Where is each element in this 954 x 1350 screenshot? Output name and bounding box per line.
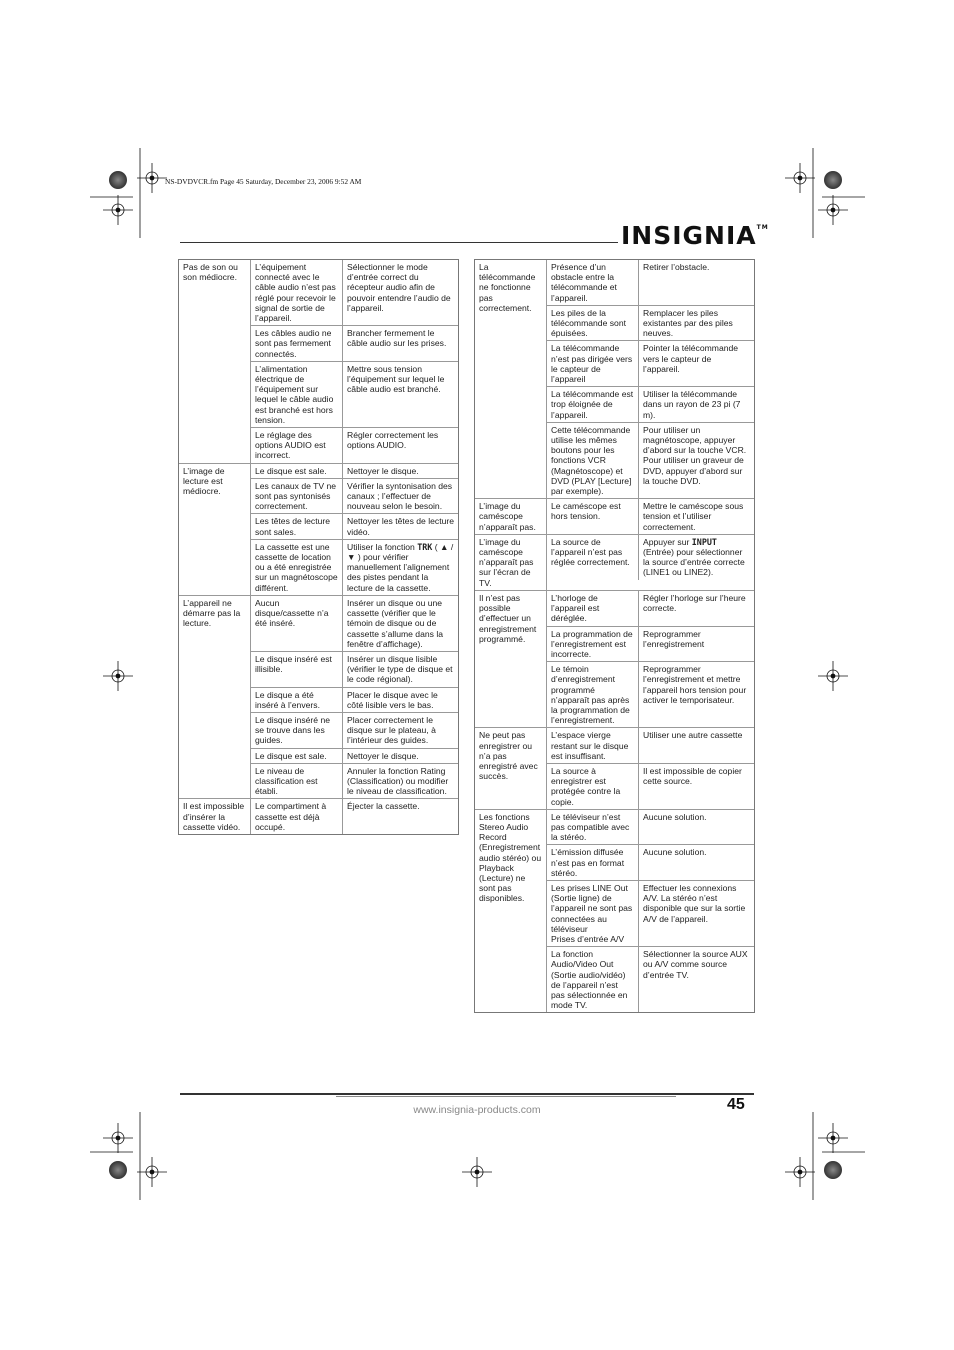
problem-cell: Ne peut pas enregistrer ou n’a pas enregistré avec succès. <box>479 730 538 782</box>
table-row <box>251 687 458 712</box>
problem-cell: L’image de lecture est médiocre. <box>183 465 225 497</box>
solution-text: Appuyer sur <box>643 536 692 547</box>
print-info: NS-DVDVCR.fm Page 45 Saturday, December 23, 2006 9:52 AM <box>165 177 362 186</box>
cause-cell: La télécommande est trop éloignée de l’appareil. <box>551 389 634 420</box>
header-rule <box>180 242 618 243</box>
solution-cell: Vérifier la syntonisation des canaux ; l’effectuer de nouveau selon le besoin. <box>342 479 458 514</box>
problem-cell: L’image du caméscope n’apparaît pas. <box>479 501 536 532</box>
cause-cell: Aucun disque/cassette n’a été inséré. <box>255 597 329 629</box>
table-row <box>547 661 754 727</box>
solution-cell: Pour utiliser un magnétoscope, appuyer d’abord sur la touche VCR. Pour utiliser un graveur de DVD, appuyer d’abord sur la touche DVD. <box>638 423 754 498</box>
cause-cell: La cassette est une cassette de location ou a été enregistrée sur un magnétoscope différent. <box>255 541 338 593</box>
table-row <box>251 325 458 361</box>
problem-cell: Il n’est pas possible d’effectuer un enregistrement programmé. <box>479 592 537 644</box>
solution-cell: Nettoyer les têtes de lecture vidéo. <box>342 514 458 538</box>
solution-cell: Remplacer les piles existantes par des piles neuves. <box>638 306 754 341</box>
problem-group <box>475 498 754 534</box>
table-row <box>547 386 754 422</box>
solution-cell: Reprogrammer l’enregistrement et mettre l’appareil hors tension pour activer le temporisateur. <box>638 662 754 727</box>
solution-cell: Mettre sous tension l’équipement sur lequel le câble audio est branché. <box>342 362 458 427</box>
solution-cell: Régler l’horloge sur l’heure correcte. <box>638 591 754 626</box>
table-row <box>547 591 754 626</box>
button-keyword: INPUT <box>691 536 717 547</box>
problem-cell: L’appareil ne démarre pas la lecture. <box>183 597 241 629</box>
table-row <box>251 712 458 748</box>
solution-cell: Éjecter la cassette. <box>342 799 458 834</box>
problem-group <box>475 809 754 1013</box>
cause-cell: Le disque inséré est illisible. <box>255 653 332 675</box>
solution-cell: Retirer l’obstacle. <box>638 260 754 305</box>
table-row <box>251 427 458 463</box>
solution-cell: Pointer la télécommande vers le capteur de l’appareil. <box>638 341 754 386</box>
cause-cell: Les câbles audio ne sont pas fermement connectés. <box>255 328 332 359</box>
cause-cell: La source de l’appareil n’est pas réglée correctement. <box>551 536 630 568</box>
cause-cell: La source à enregistrer est protégée contre la copie. <box>551 765 621 807</box>
solution-cell: Annuler la fonction Rating (Classification) ou modifier le niveau de classification. <box>342 764 458 799</box>
table-row <box>547 535 754 580</box>
table-row <box>251 651 458 687</box>
solution-cell: Placer le disque avec le côté lisible vers le bas. <box>342 688 458 712</box>
table-row <box>251 260 458 325</box>
table-row <box>251 763 458 799</box>
table-row <box>251 748 458 763</box>
solution-cell: Reprogrammer l’enregistrement <box>638 627 754 662</box>
solution-cell: Sélectionner le mode d’entrée correct du récepteur audio afin de pouvoir entendre l’audio de l’appareil. <box>342 260 458 325</box>
footer-rule <box>180 1093 754 1095</box>
problem-cell: L’image du caméscope n’apparaît pas sur l’écran de TV. <box>479 536 534 588</box>
cause-cell: Le réglage des options AUDIO est incorrect. <box>255 430 326 461</box>
table-row <box>547 499 754 534</box>
table-row <box>547 340 754 386</box>
solution-cell <box>342 540 458 595</box>
problem-group <box>179 595 458 798</box>
solution-text: Utiliser la fonction <box>347 541 418 552</box>
table-row <box>547 946 754 1012</box>
cause-cell: La programmation de l’enregistrement est incorrecte. <box>551 628 633 659</box>
cause-cell: Le disque est sale. <box>255 465 327 476</box>
table-row <box>547 626 754 662</box>
brand-logo <box>621 221 769 250</box>
table-row <box>251 799 458 834</box>
cause-cell: L’espace vierge restant sur le disque est insuffisant. <box>551 730 629 761</box>
cause-cell: Les têtes de lecture sont sales. <box>255 516 331 537</box>
solution-cell: Placer correctement le disque sur le plateau, à l’intérieur des guides. <box>342 713 458 748</box>
solution-cell: Nettoyer le disque. <box>342 749 458 763</box>
cause-cell: Le disque est sale. <box>255 750 327 761</box>
problem-cell: La télécommande ne fonctionne pas correctement. <box>479 262 536 313</box>
table-row <box>547 880 754 946</box>
solution-cell: Régler correctement les options AUDIO. <box>342 428 458 463</box>
table-row <box>251 464 458 478</box>
table-row <box>547 305 754 341</box>
table-row <box>547 763 754 809</box>
cause-cell: La fonction Audio/Video Out (Sortie audio/vidéo) de l’appareil n’est pas sélectionnée en mode TV. <box>551 949 628 1011</box>
problem-group <box>475 260 754 498</box>
cause-cell: Cette télécommande utilise les mêmes boutons pour les fonctions VCR (Magnétoscope) et DVD (PLAY [Lecture] par exemple). <box>551 424 632 497</box>
cause-cell: Le témoin d’enregistrement programmé n’apparaît pas après la programmation de l’enregistrement. <box>551 664 630 726</box>
cause-cell: L’alimentation électrique de l’équipement sur lequel le câble audio est branché est hors tension. <box>255 363 334 425</box>
problem-group <box>475 590 754 727</box>
table-row <box>251 361 458 427</box>
page-number: 45 <box>727 1096 745 1113</box>
cause-cell: Le niveau de classification est établi. <box>255 765 318 797</box>
table-row <box>251 539 458 595</box>
problem-group <box>179 798 458 834</box>
problem-group <box>475 534 754 590</box>
table-row <box>547 844 754 880</box>
cause-cell: Le disque a été inséré à l’envers. <box>255 689 320 710</box>
cause-cell: La télécommande n’est pas dirigée vers le capteur de l’appareil <box>551 343 633 385</box>
table-row <box>547 810 754 845</box>
solution-cell: Aucune solution. <box>638 810 754 845</box>
troubleshooting-table-right <box>474 259 755 1013</box>
table-row <box>251 596 458 651</box>
cause-cell: Le caméscope est hors tension. <box>551 501 621 522</box>
problem-group <box>179 260 458 463</box>
solution-cell: Insérer un disque lisible (vérifier le type de disque et le code régional). <box>342 652 458 687</box>
cause-cell: Le disque inséré ne se trouve dans les guides. <box>255 714 331 746</box>
footer-rule-thin <box>336 1096 676 1097</box>
problem-cell: Les fonctions Stereo Audio Record (Enregistrement audio stéréo) ou Playback (Lecture) ne sont pas disponibles. <box>479 811 542 904</box>
problem-cell: Pas de son ou son médiocre. <box>183 262 238 283</box>
solution-cell: Insérer un disque ou une cassette (vérifier que le témoin de disque ou de cassette s’allume dans la fenêtre d’affichage). <box>342 596 458 651</box>
solution-cell: Sélectionner la source AUX ou A/V comme source d’entrée TV. <box>638 947 754 1012</box>
solution-cell: Nettoyer le disque. <box>342 464 458 478</box>
table-row <box>547 422 754 498</box>
solution-cell: Effectuer les connexions A/V. La stéréo n’est disponible que sur la sortie A/V de l’appareil. <box>638 881 754 946</box>
problem-group <box>475 727 754 808</box>
cause-cell: Le compartiment à cassette est déjà occupé. <box>255 801 327 832</box>
solution-cell: Brancher fermement le câble audio sur les prises. <box>342 326 458 361</box>
problem-group <box>179 463 458 595</box>
solution-cell <box>638 535 754 580</box>
cause-cell: Présence d’un obstacle entre la télécommande et l’appareil. <box>551 262 617 303</box>
cause-cell: L’équipement connecté avec le câble audio n’est pas réglé pour recevoir le signal de sortie de l’appareil. <box>255 262 336 324</box>
cause-cell: Les prises LINE Out (Sortie ligne) de l’appareil ne sont pas connectées au téléviseur Prises d’entrée A/V <box>551 882 633 944</box>
logo-tm: TM <box>756 224 769 231</box>
cause-cell: Les piles de la télécommande sont épuisées. <box>551 307 626 339</box>
table-row <box>547 728 754 763</box>
table-row <box>251 513 458 538</box>
table-row <box>251 478 458 514</box>
logo-text: INSIGNIA <box>621 221 757 250</box>
solution-cell: Utiliser la télécommande dans un rayon de 23 pi (7 m). <box>638 387 754 422</box>
cause-cell: L’horloge de l’appareil est déréglée. <box>551 592 600 624</box>
cause-cell: Les canaux de TV ne sont pas syntonisés correctement. <box>255 480 337 512</box>
solution-cell: Aucune solution. <box>638 845 754 880</box>
table-row <box>547 260 754 305</box>
problem-cell: Il est impossible d’insérer la cassette vidéo. <box>183 801 245 832</box>
cause-cell: L’émission diffusée n’est pas en format stéréo. <box>551 847 625 878</box>
solution-text: ( ▲ / ▼ ) pour vérifier manuellement l’alignement des pistes pendant la lecture de la cassette. <box>347 541 454 593</box>
solution-text: (Entrée) pour sélectionner la source d’entrée correcte (LINE1 ou LINE2). <box>643 547 745 578</box>
solution-cell: Il est impossible de copier cette source. <box>638 764 754 809</box>
cause-cell: Le téléviseur n’est pas compatible avec la stéréo. <box>551 811 630 843</box>
button-keyword: TRK <box>417 541 433 552</box>
troubleshooting-table-left <box>178 259 459 835</box>
footer-url: www.insignia-products.com <box>413 1104 541 1116</box>
solution-cell: Utiliser une autre cassette <box>638 728 754 763</box>
solution-cell: Mettre le caméscope sous tension et l’utiliser correctement. <box>638 499 754 534</box>
